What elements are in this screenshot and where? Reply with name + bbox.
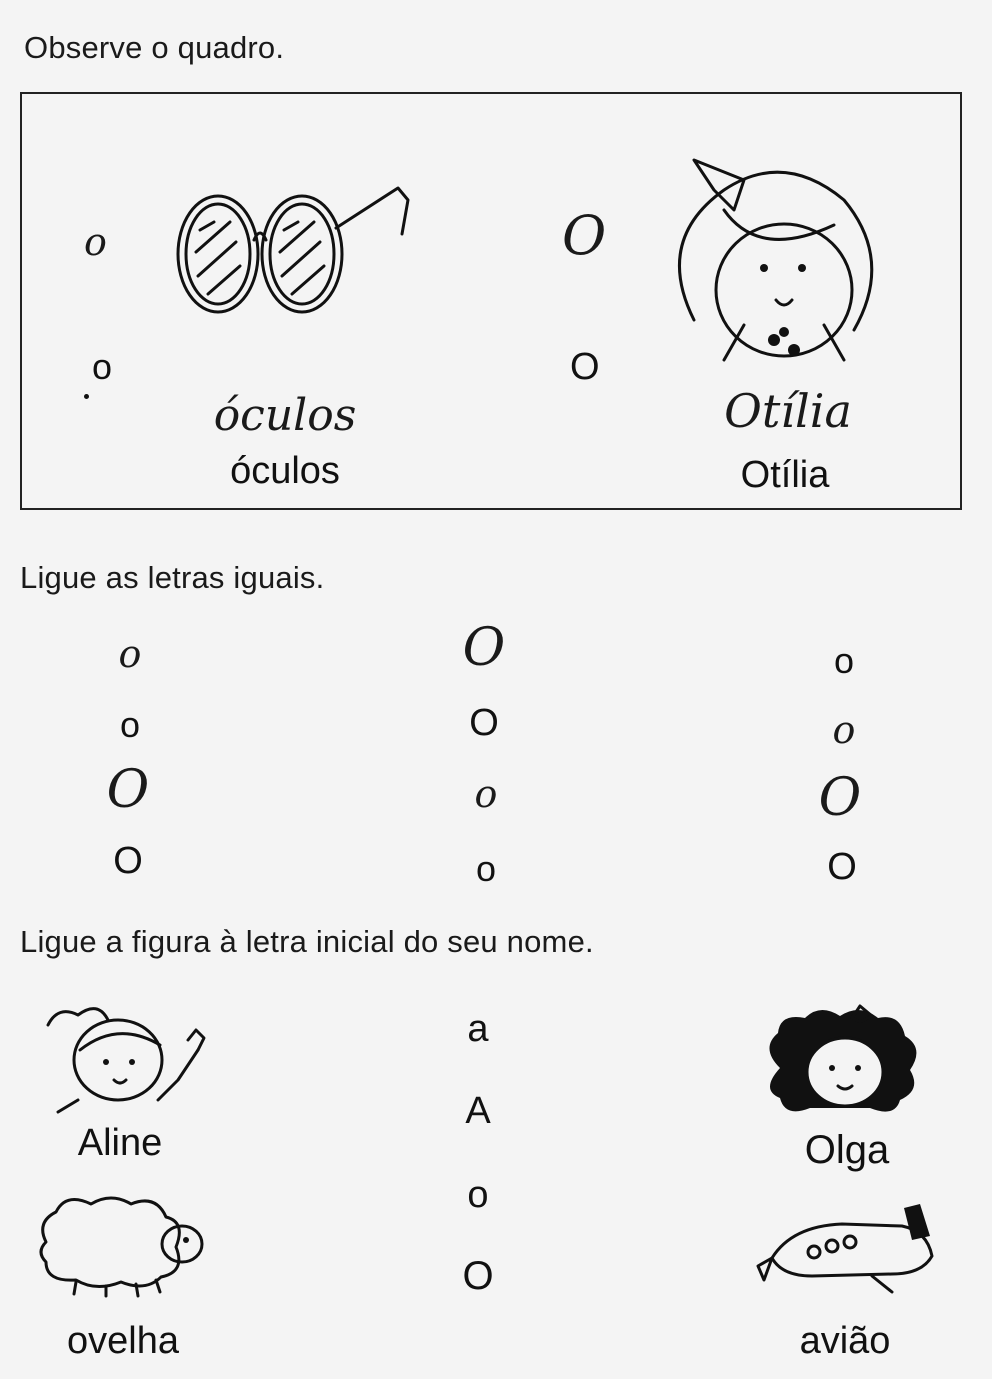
letter-c3-r4[interactable]: O: [827, 846, 857, 888]
figure-name-aviao: avião: [799, 1320, 891, 1362]
figure-name-aline: Aline: [77, 1122, 163, 1164]
cursive-small-o: o: [84, 220, 107, 264]
letter-c2-r4[interactable]: o: [475, 848, 497, 889]
match-initial-instruction: Ligue a figura à letra inicial do seu nome.: [20, 924, 594, 959]
word-print-otilia: Otília: [740, 454, 830, 496]
airplane-icon[interactable]: [752, 1196, 942, 1296]
print-capital-o: O: [570, 346, 600, 388]
letter-c3-r1[interactable]: o: [833, 640, 855, 681]
letter-c1-r2[interactable]: o: [119, 704, 141, 745]
letter-c2-r3[interactable]: o: [474, 772, 498, 816]
dot: [84, 394, 89, 399]
letter-c1-r1[interactable]: o: [118, 632, 142, 676]
initial-letter-a[interactable]: a: [467, 1008, 489, 1050]
sheep-icon[interactable]: [36, 1192, 208, 1296]
initial-letter-A[interactable]: A: [465, 1090, 491, 1132]
glasses-icon: [170, 182, 420, 332]
observe-instruction: Observe o quadro.: [24, 30, 285, 65]
figure-name-olga: Olga: [804, 1128, 890, 1172]
match-letters-instruction: Ligue as letras iguais.: [20, 560, 325, 595]
word-print-oculos: óculos: [230, 450, 340, 492]
letter-c2-r2[interactable]: O: [469, 702, 499, 744]
letter-c3-r3[interactable]: O: [818, 768, 862, 828]
word-cursive-otilia: Otília: [724, 384, 852, 438]
waving-girl-icon[interactable]: [38, 1000, 208, 1115]
word-cursive-oculos: óculos: [213, 390, 357, 441]
print-small-o: o: [92, 346, 113, 387]
initial-letter-o[interactable]: o: [467, 1174, 489, 1216]
initial-letter-O[interactable]: O: [462, 1254, 494, 1298]
letter-c2-r1[interactable]: O: [462, 618, 506, 678]
letter-c1-r3[interactable]: O: [106, 760, 150, 820]
curly-girl-icon[interactable]: [760, 1008, 930, 1120]
letter-c1-r4[interactable]: O: [113, 840, 143, 882]
letter-c3-r2[interactable]: o: [832, 708, 856, 752]
cursive-capital-o: O: [562, 204, 607, 267]
figure-name-ovelha: ovelha: [67, 1320, 179, 1362]
girl-icon: [664, 150, 894, 370]
